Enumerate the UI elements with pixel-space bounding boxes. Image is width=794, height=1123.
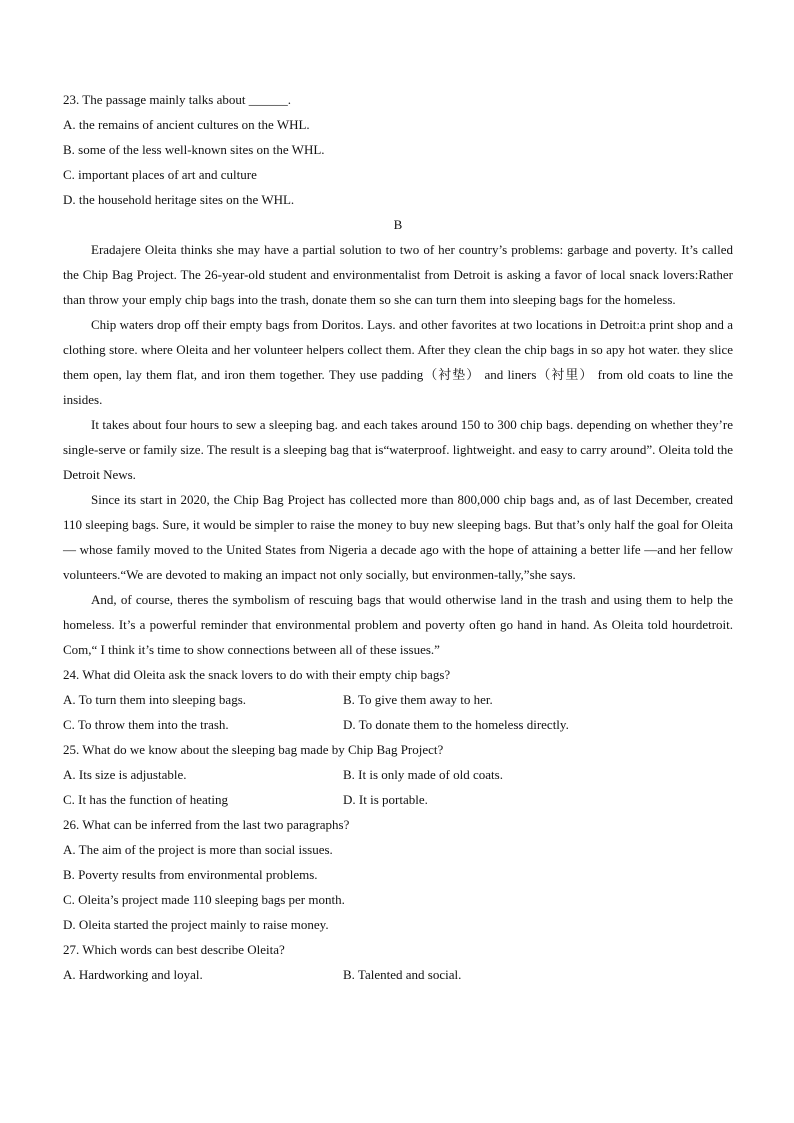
question-23-option-d: D. the household heritage sites on the WHL.	[63, 192, 295, 207]
question-24-stem: 24. What did Oleita ask the snack lovers to do with their empty chip bags?	[63, 667, 451, 682]
question-23-option-b: B. some of the less well-known sites on the WHL.	[63, 142, 325, 157]
passage-paragraph-1: Eradajere Oleita thinks she may have a partial solution to two of her country’s problems: garbage and poverty. It’s called the Chip Bag Project. The 26-year-old student and environmentalist from Detroit is asking a favor of local snack lovers:Rather than throw your emply chip bags into the trash, donate them so she can turn them into sleeping bags for the homeless.	[63, 242, 733, 307]
question-25-option-a: A. Its size is adjustable.	[63, 767, 187, 782]
question-27-option-a: A. Hardworking and loyal.	[63, 967, 203, 982]
question-25-options-row-1	[63, 762, 733, 787]
exam-page	[63, 87, 733, 987]
question-27-options-row-1	[63, 962, 733, 987]
question-24-option-a: A. To turn them into sleeping bags.	[63, 692, 246, 707]
passage-paragraph-2: Chip waters drop off their empty bags from Doritos. Lays. and other favorites at two locations in Detroit:a print shop and a clothing store. where Oleita and her volunteer helpers collect them. After they clean the chip bags in so apy hot water. they slice them open, lay them flat, and iron them together. They use padding（衬垫） and liners（衬里） from old coats to line the insides.	[63, 317, 733, 407]
question-25-stem: 25. What do we know about the sleeping bag made by Chip Bag Project?	[63, 742, 444, 757]
passage-paragraph-5: And, of course, theres the symbolism of rescuing bags that would otherwise land in the trash and using them to help the homeless. It’s a powerful reminder that environmental problem and poverty often go hand in hand. As Oleita told hourdetroit. Com,“ I think it’s time to show connections between all of these issues.”	[63, 592, 733, 657]
question-26-option-d: D. Oleita started the project mainly to raise money.	[63, 917, 329, 932]
question-25-option-d: D. It is portable.	[343, 792, 428, 807]
question-25-option-b: B. It is only made of old coats.	[343, 767, 503, 782]
question-26-stem: 26. What can be inferred from the last two paragraphs?	[63, 817, 350, 832]
section-label: B	[393, 217, 403, 232]
passage-paragraph-3: It takes about four hours to sew a sleeping bag. and each takes around 150 to 300 chip bags. depending on whether they’re single-serve or family size. The result is a sleeping bag that is“waterproof. lightweight. and easy to carry around”. Oleita told the Detroit News.	[63, 417, 733, 482]
question-26-option-b: B. Poverty results from environmental problems.	[63, 867, 318, 882]
question-23-option-a: A. the remains of ancient cultures on the WHL.	[63, 117, 310, 132]
question-27-stem: 27. Which words can best describe Oleita?	[63, 942, 285, 957]
question-23-option-c: C. important places of art and culture	[63, 167, 257, 182]
question-25-option-c: C. It has the function of heating	[63, 792, 228, 807]
question-26-option-a: A. The aim of the project is more than social issues.	[63, 842, 333, 857]
question-24-options-row-2	[63, 712, 733, 737]
passage-paragraph-4: Since its start in 2020, the Chip Bag Project has collected more than 800,000 chip bags and, as of last December, created 110 sleeping bags. Sure, it would be simpler to raise the money to buy new sleeping bags. But that’s only half the goal for Oleita — whose family moved to the United States from Nigeria a decade ago with the hope of attaining a better life —and her fellow volunteers.“We are devoted to making an impact not only socially, but environmen-tally,”she says.	[63, 492, 733, 582]
question-24-option-b: B. To give them away to her.	[343, 692, 493, 707]
question-24-options-row-1	[63, 687, 733, 712]
question-23-stem: 23. The passage mainly talks about ______.	[63, 92, 291, 107]
question-26-option-c: C. Oleita’s project made 110 sleeping bags per month.	[63, 892, 345, 907]
question-27-option-b: B. Talented and social.	[343, 967, 462, 982]
question-25-options-row-2	[63, 787, 733, 812]
question-24-option-d: D. To donate them to the homeless directly.	[343, 717, 569, 732]
question-24-option-c: C. To throw them into the trash.	[63, 717, 229, 732]
